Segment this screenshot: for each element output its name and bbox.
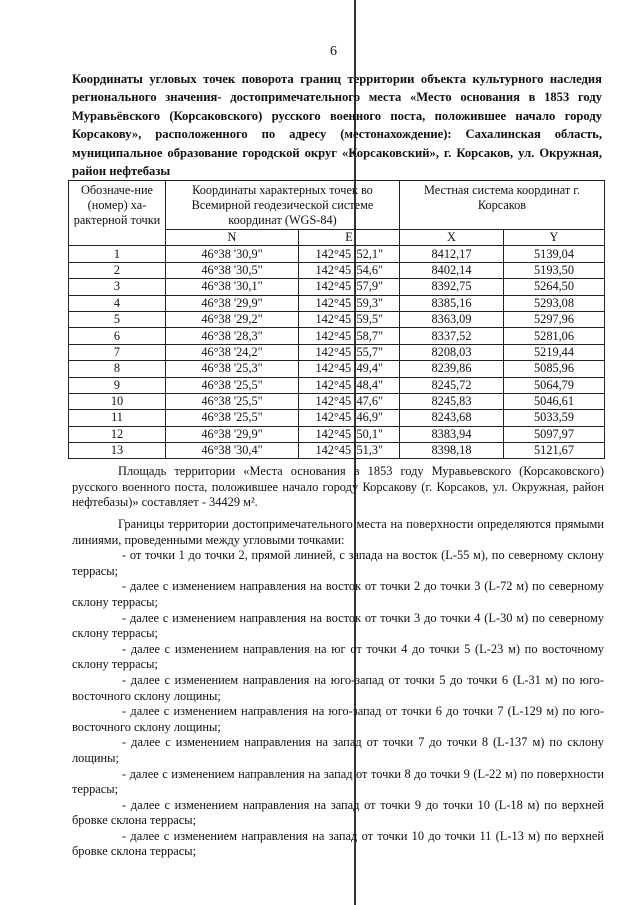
page-number: 6 [330, 44, 337, 59]
cell-e: 142°45 '52,1" [299, 246, 400, 262]
coordinates-table [68, 180, 605, 459]
table-row [69, 426, 605, 442]
table-row [69, 443, 605, 459]
header-local: Местная система координат г. Корсаков [400, 181, 605, 230]
cell-n: 46°38 '29,9" [166, 426, 299, 442]
cell-e: 142°45 '50,1" [299, 426, 400, 442]
cell-y: 5139,04 [504, 246, 605, 262]
boundary-item: - далее с изменением направления на восток от точки 3 до точки 4 (L-30 м) по северному склону террасы; [72, 610, 604, 641]
header-wgs: Координаты характерных точек во Всемирной геодезической системе координат (WGS-84) [166, 181, 400, 230]
cell-n: 46°38 '29,2" [166, 311, 299, 327]
boundary-item: - от точки 1 до точки 2, прямой линией, с запада на восток (L-55 м), по северному склону террасы; [72, 548, 604, 578]
boundary-section [72, 517, 604, 860]
cell-e: 142°45 '54,6" [299, 262, 400, 278]
cell-n: 46°38 '25,5" [166, 377, 299, 393]
cell-e: 142°45 '59,3" [299, 295, 400, 311]
cell-y: 5193,50 [504, 262, 605, 278]
cell-y: 5121,67 [504, 443, 605, 459]
cell-x: 8245,72 [400, 377, 504, 393]
cell-n: 46°38 '24,2" [166, 344, 299, 360]
cell-e: 142°45 '55,7" [299, 344, 400, 360]
cell-y: 5046,61 [504, 393, 605, 409]
cell-id: 3 [69, 279, 166, 295]
cell-y: 5264,50 [504, 279, 605, 295]
cell-y: 5281,06 [504, 328, 605, 344]
cell-n: 46°38 '29,9" [166, 295, 299, 311]
cell-x: 8337,52 [400, 328, 504, 344]
cell-y: 5293,08 [504, 295, 605, 311]
table-row [69, 295, 605, 311]
cell-x: 8245,83 [400, 393, 504, 409]
cell-id: 5 [69, 311, 166, 327]
cell-e: 142°45 '58,7" [299, 328, 400, 344]
cell-e: 142°45 '51,3" [299, 443, 400, 459]
header-n: N [166, 230, 299, 246]
table-row [69, 344, 605, 360]
cell-y: 5097,97 [504, 426, 605, 442]
cell-y: 5064,79 [504, 377, 605, 393]
table-row [69, 262, 605, 278]
cell-n: 46°38 '30,5" [166, 262, 299, 278]
cell-x: 8208,03 [400, 344, 504, 360]
cell-e: 142°45 '57,9" [299, 279, 400, 295]
cell-id: 10 [69, 393, 166, 409]
cell-id: 6 [69, 328, 166, 344]
cell-id: 4 [69, 295, 166, 311]
cell-x: 8402,14 [400, 262, 504, 278]
cell-id: 1 [69, 246, 166, 262]
cell-e: 142°45 '48,4" [299, 377, 400, 393]
header-y: Y [504, 230, 605, 246]
table-row [69, 361, 605, 377]
cell-e: 142°45 '47,6" [299, 393, 400, 409]
document-heading: Координаты угловых точек поворота границ территории объекта культурного наследия регионального значения- достопримечательного места «Место основания в 1853 году Муравьёвского (Корсаковского) русского военного поста, положившее начало городу Корсакову», расположенного по адресу (местонахождение): Сахалинская область, муниципальное образование городской округ «Корсаковский», г. Корсаков, ул. Окружная, район нефтебазы [72, 72, 602, 179]
table-row [69, 377, 605, 393]
cell-n: 46°38 '25,5" [166, 393, 299, 409]
cell-n: 46°38 '28,3" [166, 328, 299, 344]
boundary-item: - далее с изменением направления на юг от точки 4 до точки 5 (L-23 м) по восточному склону террасы; [72, 641, 604, 672]
cell-y: 5297,96 [504, 311, 605, 327]
boundary-item: - далее с изменением направления на юго-запад от точки 5 до точки 6 (L-31 м) по юго-восточного склону лощины; [72, 672, 604, 703]
boundary-item: - далее с изменением направления на восток от точки 2 до точки 3 (L-72 м) по северному склону террасы; [72, 579, 604, 609]
cell-x: 8243,68 [400, 410, 504, 426]
table-row [69, 311, 605, 327]
cell-n: 46°38 '30,9" [166, 246, 299, 262]
cell-e: 142°45 '59,5" [299, 311, 400, 327]
area-paragraph [72, 464, 604, 511]
cell-x: 8398,18 [400, 443, 504, 459]
area-text: Площадь территории «Места основания в 1853 году Муравьевского (Корсаковского) русского военного поста, положившее начало городу Корсакову (г. Корсаков, ул. Окружная, район нефтебазы)» составляет - 34429 м². [72, 464, 604, 510]
table-row [69, 279, 605, 295]
header-x: X [400, 230, 504, 246]
table-row [69, 393, 605, 409]
cell-id: 8 [69, 361, 166, 377]
cell-id: 7 [69, 344, 166, 360]
cell-n: 46°38 '25,5" [166, 410, 299, 426]
boundary-item: - далее с изменением направления на запад от точки 7 до точки 8 (L-137 м) по склону лощины; [72, 735, 604, 765]
cell-y: 5033,59 [504, 410, 605, 426]
cell-e: 142°45 '46,9" [299, 410, 400, 426]
boundary-item: - далее с изменением направления на запад от точки 8 до точки 9 (L-22 м) по поверхности террасы; [72, 766, 604, 797]
cell-id: 11 [69, 410, 166, 426]
boundary-intro: Границы территории достопримечательного места на поверхности определяются прямыми линиями, проведенными между угловыми точками: [72, 517, 604, 547]
cell-y: 5085,96 [504, 361, 605, 377]
cell-x: 8383,94 [400, 426, 504, 442]
table-row [69, 246, 605, 262]
boundary-item: - далее с изменением направления на запад от точки 10 до точки 11 (L-13 м) по верхней бровке склона террасы; [72, 828, 604, 859]
cell-e: 142°45 '49,4" [299, 361, 400, 377]
cell-x: 8385,16 [400, 295, 504, 311]
cell-x: 8392,75 [400, 279, 504, 295]
cell-id: 2 [69, 262, 166, 278]
cell-x: 8412,17 [400, 246, 504, 262]
boundary-item: - далее с изменением направления на запад от точки 9 до точки 10 (L-18 м) по верхней бровке склона террасы; [72, 797, 604, 828]
cell-n: 46°38 '30,4" [166, 443, 299, 459]
cell-id: 12 [69, 426, 166, 442]
cell-id: 9 [69, 377, 166, 393]
header-point: Обозначе-ние (номер) ха-рактерной точки [69, 181, 166, 246]
cell-y: 5219,44 [504, 344, 605, 360]
table-row [69, 328, 605, 344]
cell-x: 8239,86 [400, 361, 504, 377]
cell-id: 13 [69, 443, 166, 459]
table-row [69, 410, 605, 426]
header-e: E [299, 230, 400, 246]
cell-n: 46°38 '25,3" [166, 361, 299, 377]
boundary-item: - далее с изменением направления на юго-запад от точки 6 до точки 7 (L-129 м) по юго-восточного склону лощины; [72, 704, 604, 734]
cell-x: 8363,09 [400, 311, 504, 327]
cell-n: 46°38 '30,1" [166, 279, 299, 295]
